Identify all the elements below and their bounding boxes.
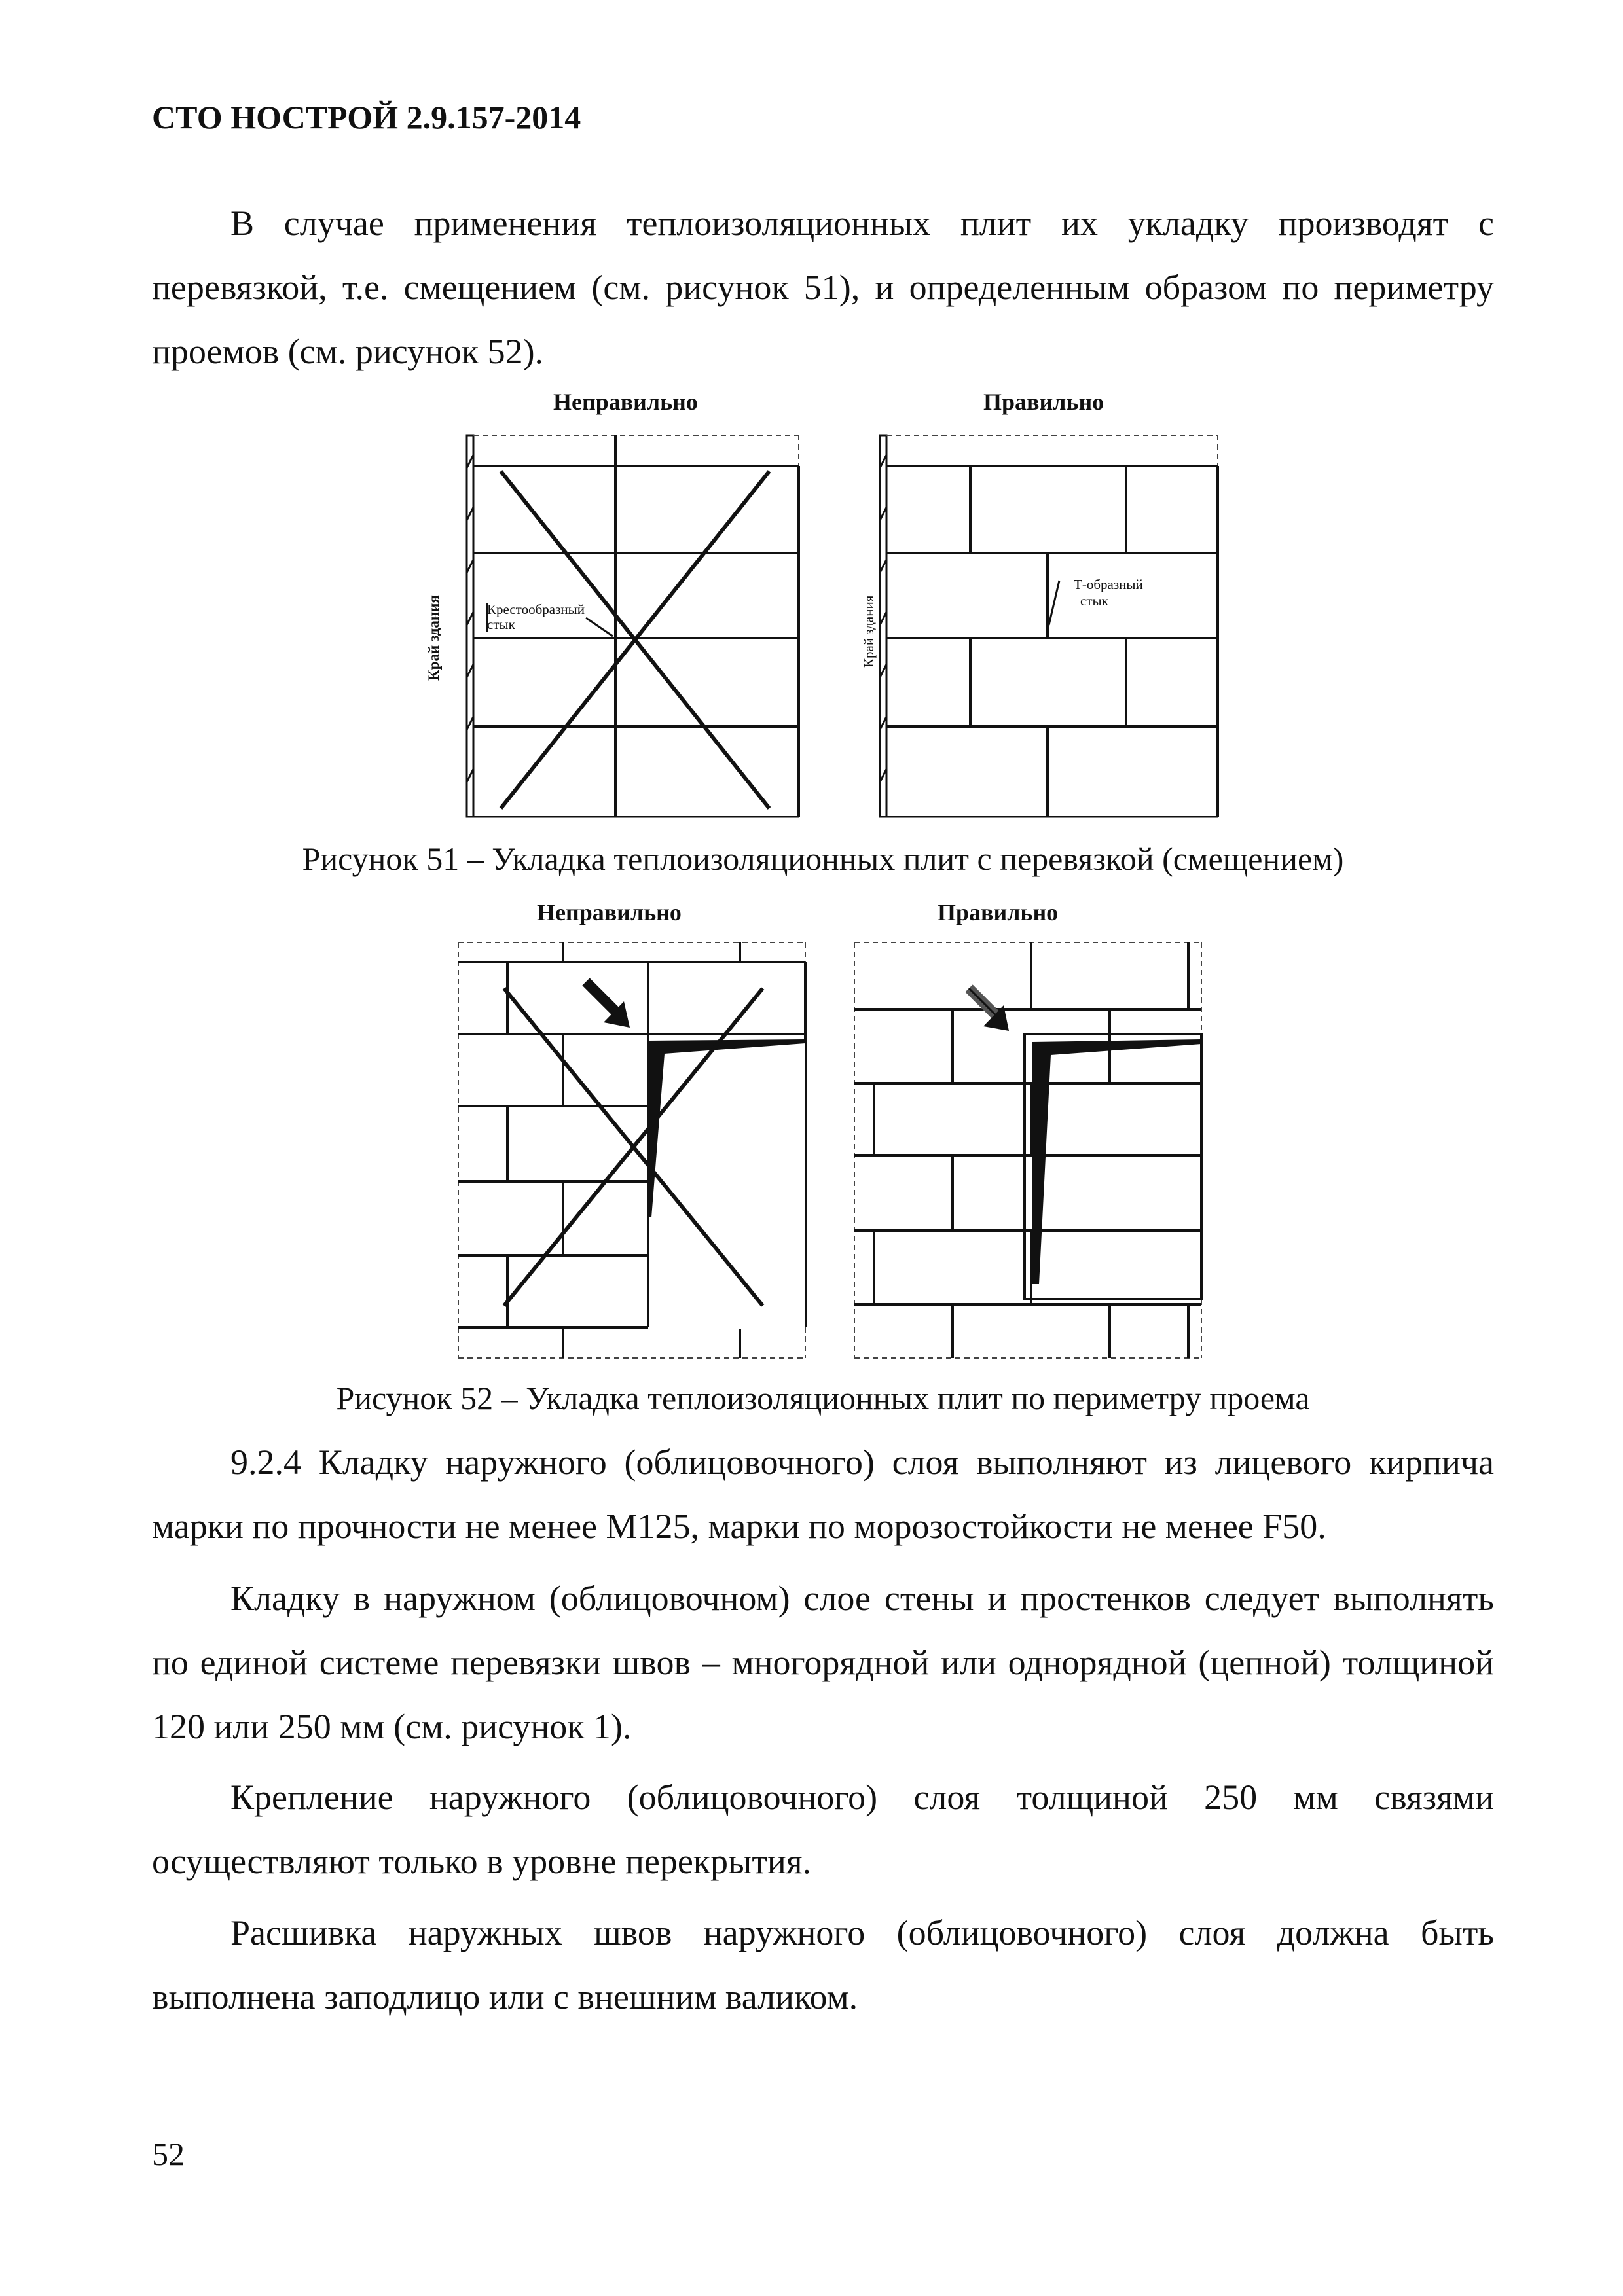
window-opening [648,1041,805,1329]
staggered-board-grid [886,466,1218,817]
building-edge-wall [467,435,473,817]
wrong-cross-mark [501,471,769,808]
edge-label-wrong [419,563,445,694]
figure52-right-diagram [848,936,1214,1361]
figure52-caption: Рисунок 52 – Укладка теплоизоляционных плит по периметру проема [336,1380,1310,1416]
t-joint-pointer [1049,581,1059,625]
window-opening [1025,1034,1201,1299]
figure52-wrong-diagram [452,936,818,1361]
page-number: 52 [152,2136,185,2172]
paragraph-joints: Расшивка наружных швов наружного (облицовочного) слоя должна быть выполнена заподлицо или с внешним валиком. [152,1913,1494,2017]
svg-text:Край здания: Край здания [426,595,442,681]
t-joint-label-line1: Т-образный [1074,577,1143,592]
document-header: СТО НОСТРОЙ 2.9.157-2014 [152,99,581,135]
edge-label-right [856,556,883,687]
correct-corner-insulation [1032,1039,1201,1284]
figure51-right-title: Правильно [983,389,1104,415]
figure52-right-title: Правильно [938,899,1059,925]
paragraph-9-2-4: 9.2.4 Кладку наружного (облицовочного) слоя выполняют из лицевого кирпича марки по прочности не менее М125, марки по морозостойкости не менее F50. [152,1443,1494,1546]
figure52-wrong-title: Неправильно [537,899,682,925]
staggered-board-grid [854,942,1201,1358]
figure51-wrong-diagram [419,429,812,821]
t-joint-label-line2: стык [1080,593,1108,609]
svg-text:Край здания: Край здания [861,595,877,668]
cross-joint-pointer [586,618,613,636]
paragraph-masonry: Кладку в наружном (облицовочном) слое стены и простенков следует выполнять по единой системе перевязки швов – многорядной или однорядной (цепной) толщиной 120 или 250 мм (см. рисунок 1). [152,1579,1494,1746]
figure51-wrong-title: Неправильно [553,389,698,415]
figure51-right-diagram [851,429,1231,821]
paragraph-fastening: Крепление наружного (облицовочного) слоя толщиной 250 мм связями осуществляют только в уровне перекрытия. [152,1778,1494,1881]
cross-joint-label-line2: стык [487,617,515,632]
figure51-caption: Рисунок 51 – Укладка теплоизоляционных плит с перевязкой (смещением) [302,840,1344,877]
paragraph-intro: В случае применения теплоизоляционных плит их укладку производят с перевязкой, т.е. смещением (см. рисунок 51), и определенным образом по периметру проемов (см. рисунок 52). [152,204,1494,371]
arrow-icon [586,982,630,1028]
cross-joint-label-line1: Крестообразный [487,601,585,617]
